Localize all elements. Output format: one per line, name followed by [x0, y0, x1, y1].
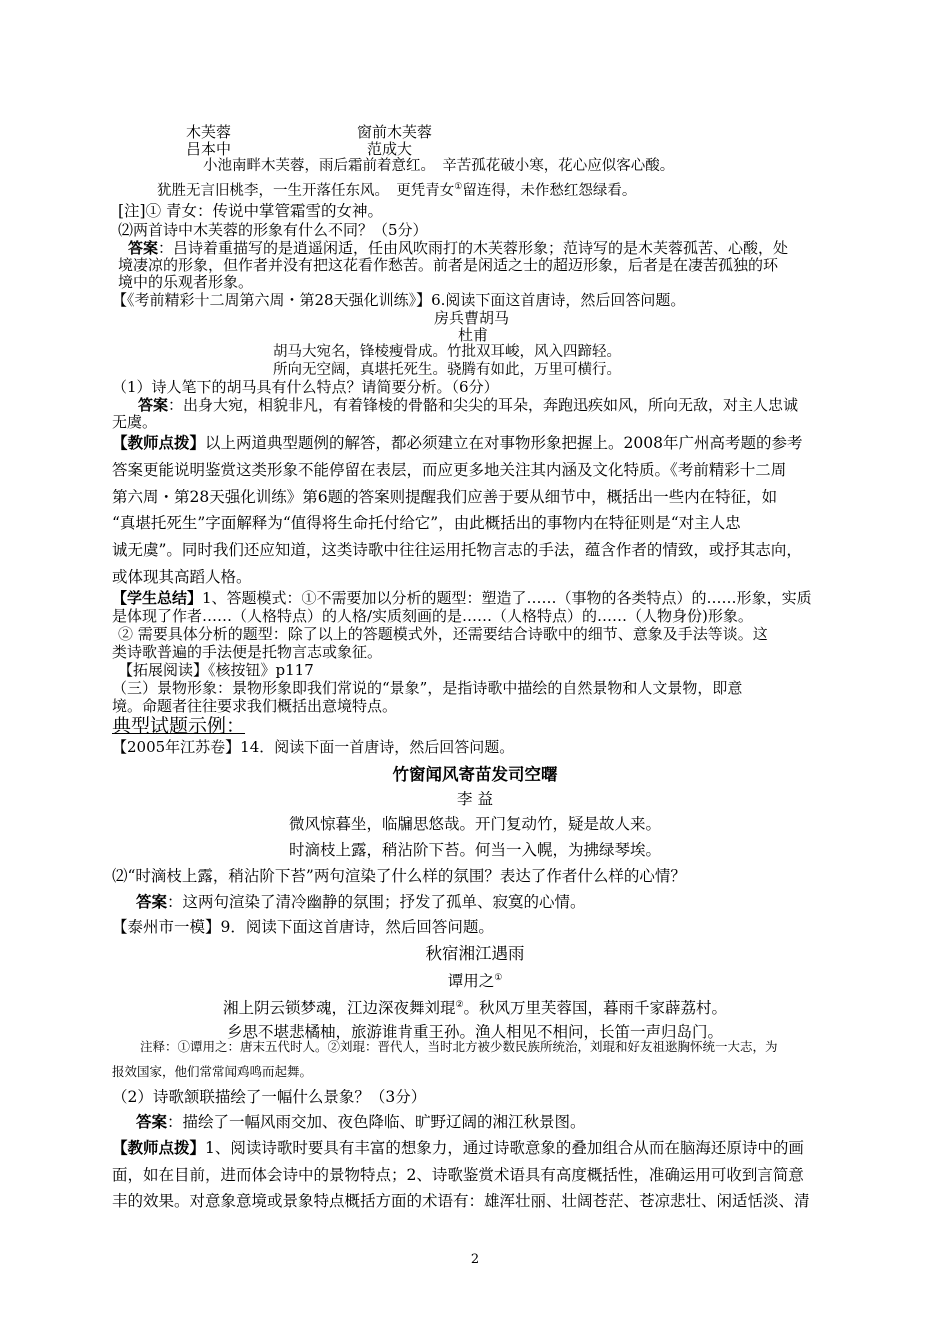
teacher-tip-label: 【教师点拨】 — [112, 1138, 206, 1157]
summary-line: 类诗歌普遍的手法便是托物言志或象征。 — [112, 643, 383, 661]
poem-line: 湘上阴云锁梦魂，江边深夜舞刘琨②。秋风万里芙蓉国，暮雨千家薜荔村。 — [222, 999, 728, 1018]
section-three-line: （三）景物形象：景物形象即我们常说的“景象”，是指诗歌中描绘的自然景物和人文景物，即意 — [112, 679, 743, 697]
question: ⑵“时滴枝上露，稍沾阶下苔”两句渲染了什么样的氛围？表达了作者什么样的心情？ — [112, 867, 686, 885]
teacher-tip-line: 诚无虞”。同时我们还应知道，这类诗歌中往往运用托物言志的手法，蕴含作者的情致，或抒其志向， — [112, 541, 802, 559]
answer-line: 无虞。 — [112, 413, 158, 431]
summary-line: ② 需要具体分析的题型：除了以上的答题模式外，还需要结合诗歌中的细节、意象及手法等谈。这 — [118, 625, 768, 643]
teacher-tip-line: “真堪托死生”字面解释为“值得将生命托付给它”，由此概括出的事物内在特征则是“对主人忠 — [112, 514, 741, 532]
poem-title: 房兵曹胡马 — [434, 309, 510, 327]
teacher-tip-line: 或体现其高蹈人格。 — [112, 568, 252, 586]
summary-label: 【学生总结】 — [112, 589, 203, 607]
poem-author: 李 益 — [457, 790, 493, 808]
footnote: [注]① 青女：传说中掌管霜雪的女神。 — [118, 202, 384, 220]
source-line: 【《考前精彩十二周第六周・第28天强化训练》】6.阅读下面这首唐诗，然后回答问题。 — [112, 291, 686, 309]
poem-line: 微风惊暮坐，临牖思悠哉。开门复动竹，疑是故人来。 — [288, 815, 661, 833]
section-three-line: 境。命题者往往要求我们概括出意境特点。 — [112, 697, 398, 715]
answer-line: 答案：描绘了一幅风雨交加、夜色降临、旷野辽阔的湘江秋景图。 — [136, 1112, 586, 1131]
section-heading: 典型试题示例： — [112, 715, 246, 737]
answer-line: 境中的乐观者形象。 — [118, 273, 254, 291]
poem-line: 犹胜无言旧桃李，一生开落任东风。 更凭青女①留连得，未作愁红怨绿看。 — [157, 182, 637, 199]
poem-line: 小池南畔木芙蓉，雨后霜前着意红。 辛苦孤花破小寒，花心应似客心酸。 — [203, 158, 675, 174]
teacher-tip-line: 第六周・第28天强化训练》第6题的答案则提醒我们应善于要从细节中，概括出一些内在特征，如 — [112, 488, 778, 506]
source-line: 【2005年江苏卷】14．阅读下面一首唐诗，然后回答问题。 — [112, 738, 515, 756]
teacher-tip-line: 答案更能说明鉴赏这类形象不能停留在表层，而应更多地关注其内涵及文化特质。《考前精彩十二周 — [112, 461, 787, 479]
poem-line: 胡马大宛名，锋棱瘦骨成。竹批双耳峻，风入四蹄轻。 — [273, 344, 621, 360]
answer-line: 答案：这两句渲染了清冷幽静的氛围；抒发了孤单、寂寞的心情。 — [136, 892, 586, 911]
poem-author-left: 吕本中 — [186, 140, 232, 158]
poem-author: 杜甫 — [458, 326, 489, 344]
teacher-tip-label: 【教师点拨】 — [112, 433, 206, 452]
answer-line: 答案：吕诗着重描写的是逍遥闲适，任由风吹雨打的木芙蓉形象；范诗写的是木芙蓉孤苦、心酸，处 — [128, 239, 789, 257]
answer-label: 答案 — [136, 1112, 168, 1131]
poem-author-right: 范成大 — [367, 140, 413, 158]
summary-line: 是体现了作者……（人格特点）的人格/实质刻画的是……（人格特点）的……（人物身份)形象。 — [112, 607, 753, 625]
annotation-line: 报效国家，他们常常闻鸡鸣而起舞。 — [112, 1064, 313, 1079]
poem-title: 秋宿湘江遇雨 — [425, 944, 525, 963]
question: （1）诗人笔下的胡马具有什么特点？请简要分析。（6分） — [112, 378, 499, 396]
teacher-tip-line: 丰的效果。对意象意境或景象特点概括方面的术语有：雄浑壮丽、壮阔苍茫、苍凉悲壮、闲适恬淡、清 — [112, 1192, 810, 1210]
answer-line: 答案：出身大宛，相貌非凡，有着锋棱的骨骼和尖尖的耳朵，奔跑迅疾如风，所向无敌，对主人忠诚 — [138, 396, 799, 414]
poem-title-right: 窗前木芙蓉 — [357, 123, 433, 141]
answer-label: 答案 — [138, 396, 169, 414]
annotation-line: 注释：①谭用之：唐末五代时人。②刘琨：晋代人，当时北方被少数民族所统治，刘琨和好友祖逖胸怀统一大志，为 — [140, 1039, 778, 1054]
extended-reading: 【拓展阅读】《核按钮》p117 — [118, 661, 314, 679]
page-number: 2 — [470, 1252, 480, 1267]
poem-line: 所向无空阔，真堪托死生。骁腾有如此，万里可横行。 — [273, 362, 621, 378]
poem-line: 乡思不堪悲橘柚，旅游谁肯重王孙。渔人相见不相问，长笛一声归岛门。 — [226, 1023, 723, 1041]
answer-label: 答案 — [128, 239, 159, 257]
answer-line: 境凄凉的形象，但作者并没有把这花看作愁苦。前者是闲适之士的超迈形象，后者是在凄苦孤独的环 — [118, 256, 779, 274]
source-line: 【泰州市一模】9．阅读下面这首唐诗，然后回答问题。 — [112, 918, 494, 936]
teacher-tip-line: 面，如在目前，进而体会诗中的景物特点；2、诗歌鉴赏术语具有高度概括性，准确运用可收到言简意 — [112, 1166, 804, 1184]
teacher-tip-line: 【教师点拨】以上两道典型题例的解答，都必须建立在对事物形象把握上。2008年广州高考题的参考 — [112, 433, 803, 452]
summary-line: 【学生总结】1、答题模式：①不需要加以分析的题型：塑造了……（事物的各类特点）的……形象，实质 — [112, 589, 812, 607]
question: ⑵两首诗中木芙蓉的形象有什么不同？（5分） — [118, 221, 428, 239]
poem-title-left: 木芙蓉 — [186, 123, 232, 141]
teacher-tip-line: 【教师点拨】1、阅读诗歌时要具有丰富的想象力，通过诗歌意象的叠加组合从而在脑海还原诗中的画 — [112, 1138, 804, 1157]
poem-title: 竹窗闻风寄苗发司空曙 — [392, 765, 558, 784]
answer-label: 答案 — [136, 892, 168, 911]
poem-author: 谭用之① — [447, 972, 503, 991]
question: （2）诗歌颔联描绘了一幅什么景象？（3分） — [112, 1088, 427, 1106]
poem-line: 时滴枝上露，稍沾阶下苔。何当一入幌，为拂绿琴埃。 — [288, 841, 661, 859]
